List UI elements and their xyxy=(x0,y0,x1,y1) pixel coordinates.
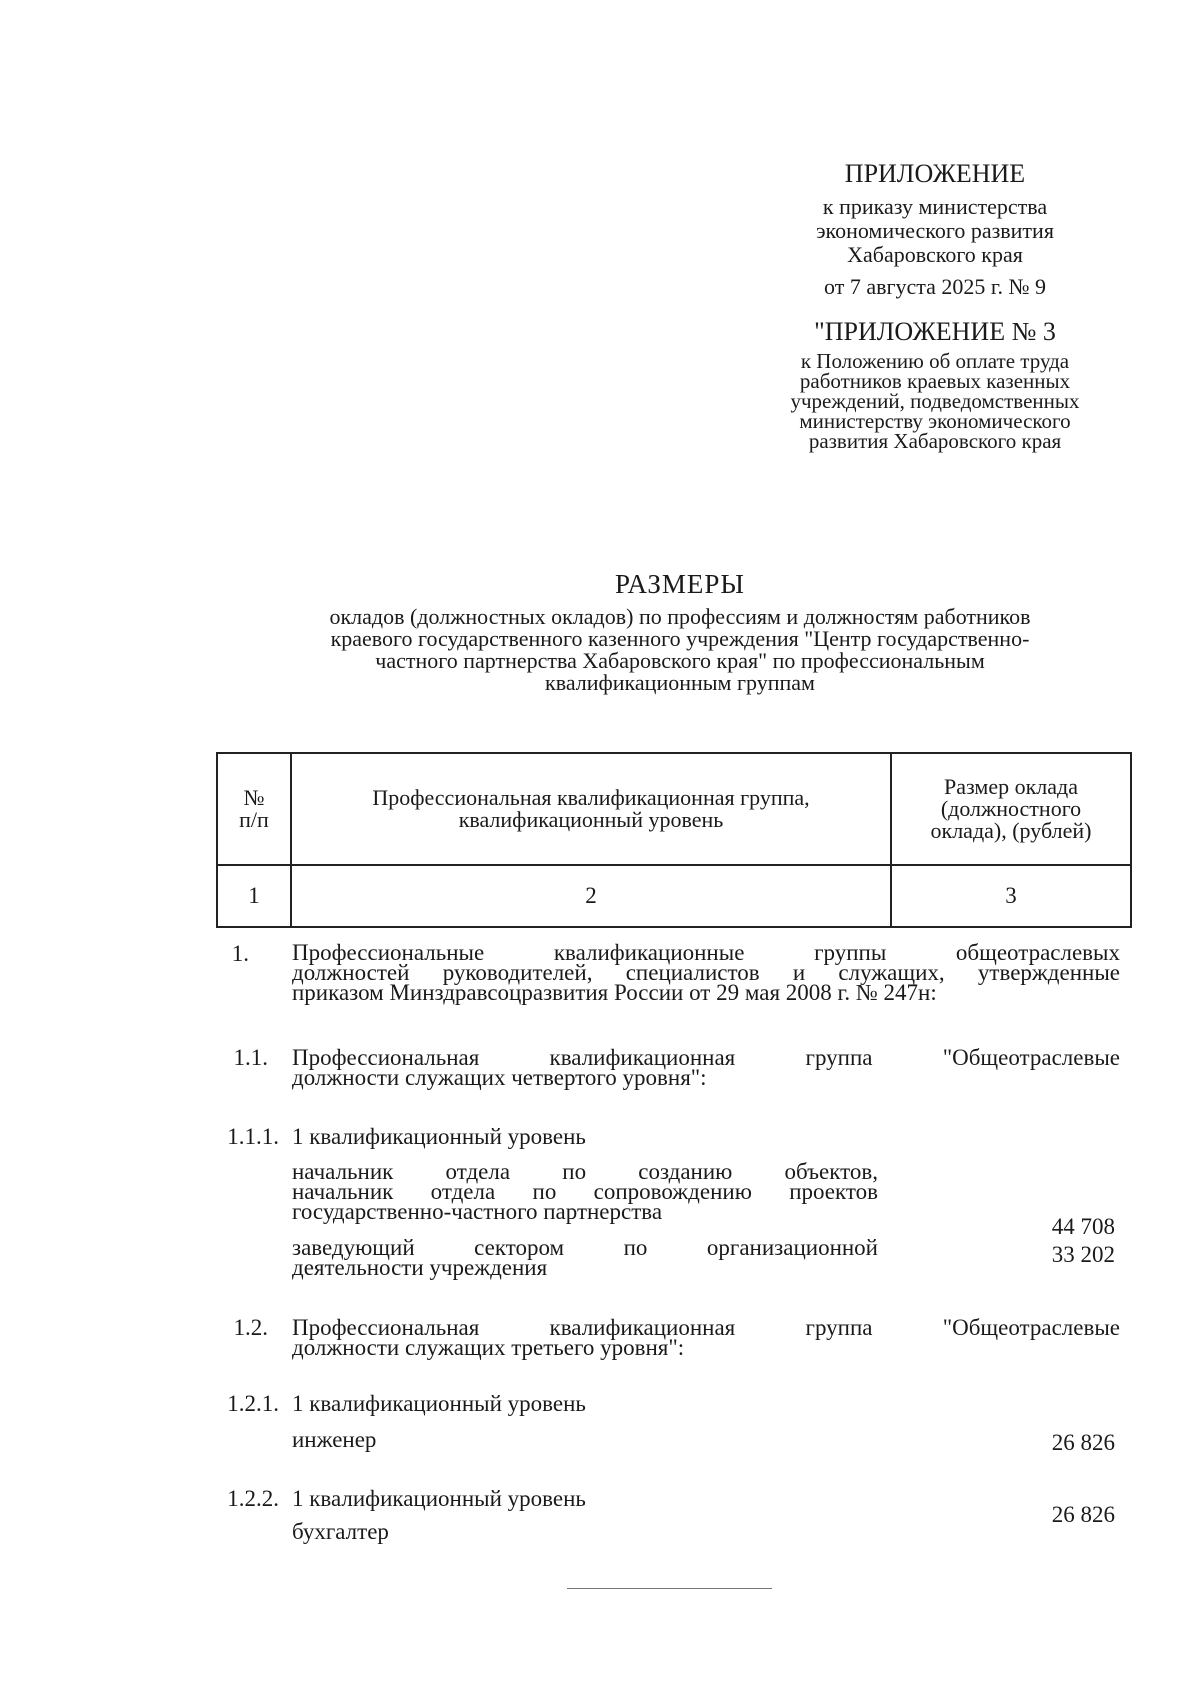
level-title: 1 квалификационный уровень xyxy=(292,1124,586,1149)
section-number: 1.2.2. xyxy=(227,1486,279,1511)
position-line: деятельности учреждения xyxy=(292,1255,548,1280)
title-subtitle xyxy=(230,606,1130,694)
regulation-line: к Положению об оплате труда xyxy=(800,349,1070,373)
header-group-line: Профессиональная квалификационная группа, xyxy=(372,785,810,810)
document-title xyxy=(230,568,1130,694)
header-group xyxy=(291,753,891,865)
section-text-line: должностей руководителей, специалистов и служащих, утвержденные xyxy=(292,960,1120,985)
level-title: 1 квалификационный уровень xyxy=(292,1486,586,1511)
salary-value: 33 202 xyxy=(1051,1242,1115,1267)
header-salary-line: Размер оклада xyxy=(944,774,1078,799)
order-line: Хабаровского края xyxy=(847,242,1023,267)
subtitle-line: окладов (должностных окладов) по профессиям и должностям работников xyxy=(329,604,1031,629)
subtitle-line: частного партнерства Хабаровского края" по профессиональным xyxy=(375,648,985,673)
order-date: от 7 августа 2025 г. № 9 xyxy=(824,274,1046,299)
regulation-line: министерству экономического xyxy=(799,409,1071,433)
section-text-line: должности служащих четвертого уровня": xyxy=(292,1065,707,1090)
position-line: начальник отдела по сопровождению проектов xyxy=(292,1179,878,1204)
section-number: 1.2.1. xyxy=(227,1391,279,1416)
section-number: 1.1.1. xyxy=(227,1124,279,1149)
header-salary-line: оклада), (рублей) xyxy=(930,818,1092,843)
column-number-row xyxy=(217,865,1131,927)
position-name xyxy=(292,1159,878,1224)
level-title: 1 квалификационный уровень xyxy=(292,1391,586,1416)
subtitle-line: краевого государственного казенного учреждения "Центр государственно- xyxy=(330,626,1030,651)
table-header-row xyxy=(217,753,1131,865)
order-line: экономического развития xyxy=(816,218,1054,243)
header-table xyxy=(216,752,1132,928)
section-text xyxy=(292,940,1120,1005)
appendix-title: ПРИЛОЖЕНИЕ xyxy=(844,159,1026,188)
order-line: к приказу министерства xyxy=(822,194,1048,219)
salary-value: 44 708 xyxy=(1051,1214,1115,1239)
section-text-line: Профессиональная квалификационная группа "Общеотраслевые xyxy=(292,1315,1120,1340)
position-line: начальник отдела по созданию объектов, xyxy=(292,1159,878,1184)
section-text-line: должности служащих третьего уровня": xyxy=(292,1335,685,1360)
position-name: инженер xyxy=(292,1427,377,1452)
column-number: 1 xyxy=(217,865,291,927)
regulation-line: работников краевых казенных xyxy=(799,369,1071,393)
section-text-line: Профессиональные квалификационные группы общеотраслевых xyxy=(292,940,1120,965)
subtitle-line: квалификационным группам xyxy=(545,670,815,695)
header-number xyxy=(217,753,291,865)
appendix3-title: "ПРИЛОЖЕНИЕ № 3 xyxy=(814,317,1056,346)
order-reference xyxy=(770,195,1100,267)
regulation-line: развития Хабаровского края xyxy=(808,429,1062,453)
header-salary-line: (должностного xyxy=(940,796,1082,821)
header-number-line: № xyxy=(243,785,265,810)
regulation-line: учреждений, подведомственных xyxy=(790,389,1080,413)
header-salary xyxy=(891,753,1131,865)
salary-value: 26 826 xyxy=(1051,1430,1115,1455)
section-text xyxy=(292,1045,1120,1090)
column-number: 2 xyxy=(291,865,891,927)
section-text-line: Профессиональная квалификационная группа "Общеотраслевые xyxy=(292,1045,1120,1070)
position-name: бухгалтер xyxy=(292,1519,389,1544)
bottom-divider xyxy=(567,1588,772,1589)
appendix-block xyxy=(770,155,1100,451)
regulation-reference xyxy=(770,351,1100,451)
position-line: заведующий сектором по организационной xyxy=(292,1235,878,1260)
column-number: 3 xyxy=(891,865,1131,927)
header-group-line: квалификационный уровень xyxy=(458,807,724,832)
section-number: 1. xyxy=(231,941,249,966)
section-number: 1.1. xyxy=(233,1045,268,1070)
title-heading: РАЗМЕРЫ xyxy=(615,569,745,599)
section-text xyxy=(292,1315,1120,1360)
header-number-line: п/п xyxy=(239,807,269,832)
section-text-line: приказом Минздравсоцразвития России от 29 мая 2008 г. № 247н: xyxy=(292,980,937,1005)
section-number: 1.2. xyxy=(233,1315,268,1340)
position-line: государственно-частного партнерства xyxy=(292,1199,663,1224)
position-name xyxy=(292,1235,878,1280)
salary-value: 26 826 xyxy=(1051,1502,1115,1527)
